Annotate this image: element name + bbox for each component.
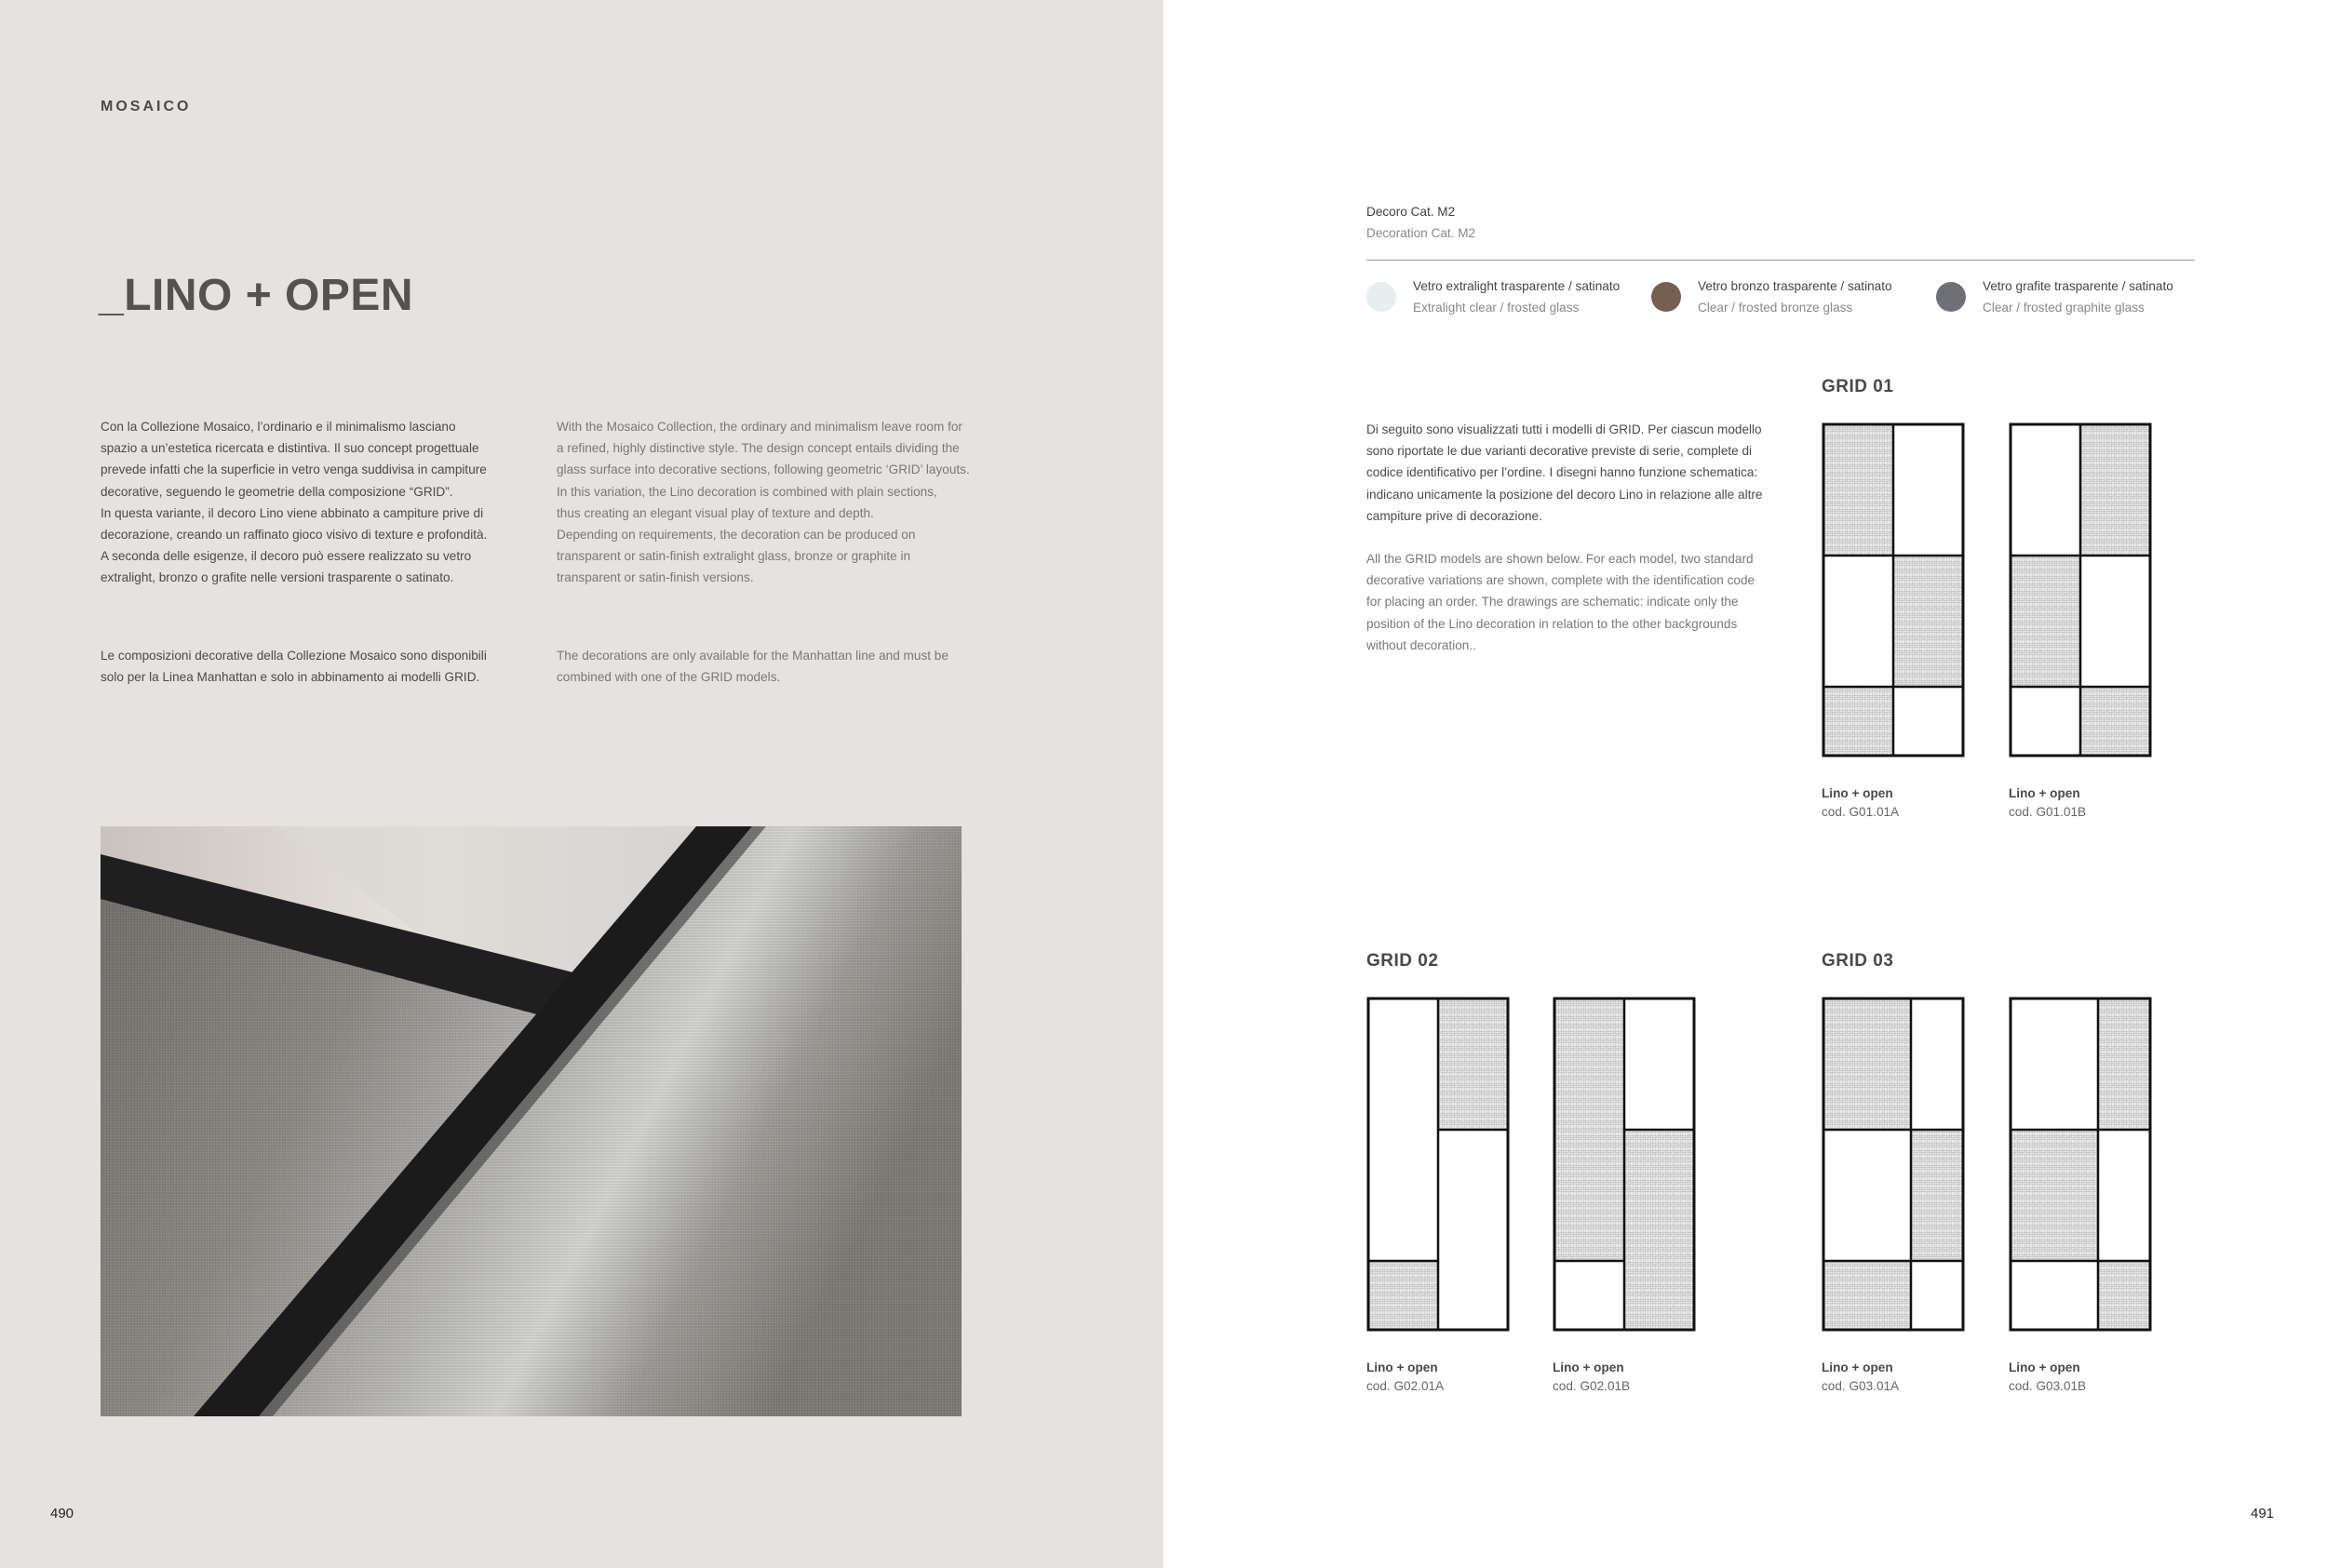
- section-label: MOSAICO: [101, 99, 192, 114]
- grid-01b-name: Lino + open: [2009, 786, 2080, 800]
- grid-03b-code: cod. G03.01B: [2009, 1379, 2087, 1393]
- right-page: [1164, 0, 2327, 1568]
- grid-02b-code: cod. G02.01B: [1553, 1379, 1631, 1393]
- grid-03b-diagram: [2009, 997, 2152, 1332]
- intro-english: With the Mosaico Collection, the ordinary and minimalism leave room for a refined, highly distinctive style. The design concept entails dividing the glass surface into decorative sections, following geometric ‘GRID’ layouts. In this variation, the Lino decoration is combined with plain sections, thus creating an elegant visual play of texture and depth. Depending on requirements, the decoration can be produced on transparent or satin-finish extralight glass, bronze or graphite in transparent or satin-finish versions.: [557, 420, 970, 585]
- swatch-bronze: [1651, 282, 1681, 312]
- decoro-subtitle: Decoration Cat. M2: [1366, 226, 1476, 240]
- grid-03b-name: Lino + open: [2009, 1360, 2080, 1374]
- grid-03a-diagram: [1822, 997, 1965, 1332]
- note-italian: Le composizioni decorative della Collezione Mosaico sono disponibili solo per la Linea Manhattan e solo in abbinamento ai modelli GRID.: [101, 649, 487, 685]
- grid-01a-diagram: [1822, 422, 1965, 757]
- page-number-right: 491: [2251, 1506, 2275, 1521]
- product-photo: [101, 826, 962, 1416]
- swatch-label: Vetro bronzo trasparente / satinato: [1698, 279, 1892, 293]
- intro-italian: Con la Collezione Mosaico, l’ordinario e il minimalismo lasciano spazio a un’estetica ricercata e distintiva. Il suo concept progettuale prevede infatti che la superficie in vetro venga suddivisa in campiture decorative, seguendo le geometrie della composizione “GRID”. In questa variante, il decoro Lino viene abbinato a campiture prive di decorazione, creando un raffinato gioco visivo di texture e profondità. A seconda delle esigenze, il decoro può essere realizzato su vetro extralight, bronzo o grafite nelle versioni trasparente o satinato.: [101, 420, 488, 585]
- swatch-label: Vetro extralight trasparente / satinato: [1413, 279, 1621, 293]
- swatch-extralight: [1366, 282, 1396, 312]
- grid-02b-diagram: [1553, 997, 1696, 1332]
- decoro-title: Decoro Cat. M2: [1366, 205, 1456, 219]
- grid-description-italian: Di seguito sono visualizzati tutti i modelli di GRID. Per ciascun modello sono riportate le due varianti decorative previste di serie, complete di codice identificativo per l’ordine. I disegni hanno funzione schematica: indicano unicamente la posizione del decoro Lino in relazione alle altre campiture prive di decorazione.: [1366, 422, 1763, 523]
- swatch-sublabel: Extralight clear / frosted glass: [1413, 301, 1580, 315]
- grid-02a-code: cod. G02.01A: [1366, 1379, 1445, 1393]
- swatch-graphite: [1936, 282, 1966, 312]
- grid-03-title: GRID 03: [1822, 951, 1894, 971]
- swatch-sublabel: Clear / frosted graphite glass: [1983, 301, 2145, 315]
- page-title: _LINO + OPEN: [99, 271, 414, 320]
- page-number-left: 490: [50, 1506, 74, 1521]
- grid-02b-name: Lino + open: [1553, 1360, 1624, 1374]
- grid-01b-code: cod. G01.01B: [2009, 805, 2087, 819]
- grid-01a-name: Lino + open: [1822, 786, 1893, 800]
- swatch-sublabel: Clear / frosted bronze glass: [1698, 301, 1853, 315]
- grid-03a-name: Lino + open: [1822, 1360, 1893, 1374]
- swatch-label: Vetro grafite trasparente / satinato: [1983, 279, 2173, 293]
- grid-03a-code: cod. G03.01A: [1822, 1379, 1900, 1393]
- grid-description-english: All the GRID models are shown below. For each model, two standard decorative variations are shown, complete with the identification code for placing an order. The drawings are schematic: indicate only the position of the Lino decoration in relation to the other backgrounds without decoration..: [1366, 552, 1755, 652]
- grid-01a-code: cod. G01.01A: [1822, 805, 1900, 819]
- grid-02-title: GRID 02: [1366, 951, 1439, 971]
- grid-02a-diagram: [1366, 997, 1510, 1332]
- grid-01-title: GRID 01: [1822, 377, 1894, 396]
- grid-02a-name: Lino + open: [1366, 1360, 1438, 1374]
- note-english: The decorations are only available for the Manhattan line and must be combined with one of the GRID models.: [557, 649, 948, 685]
- grid-01b-diagram: [2009, 422, 2152, 757]
- divider: [1366, 260, 2195, 261]
